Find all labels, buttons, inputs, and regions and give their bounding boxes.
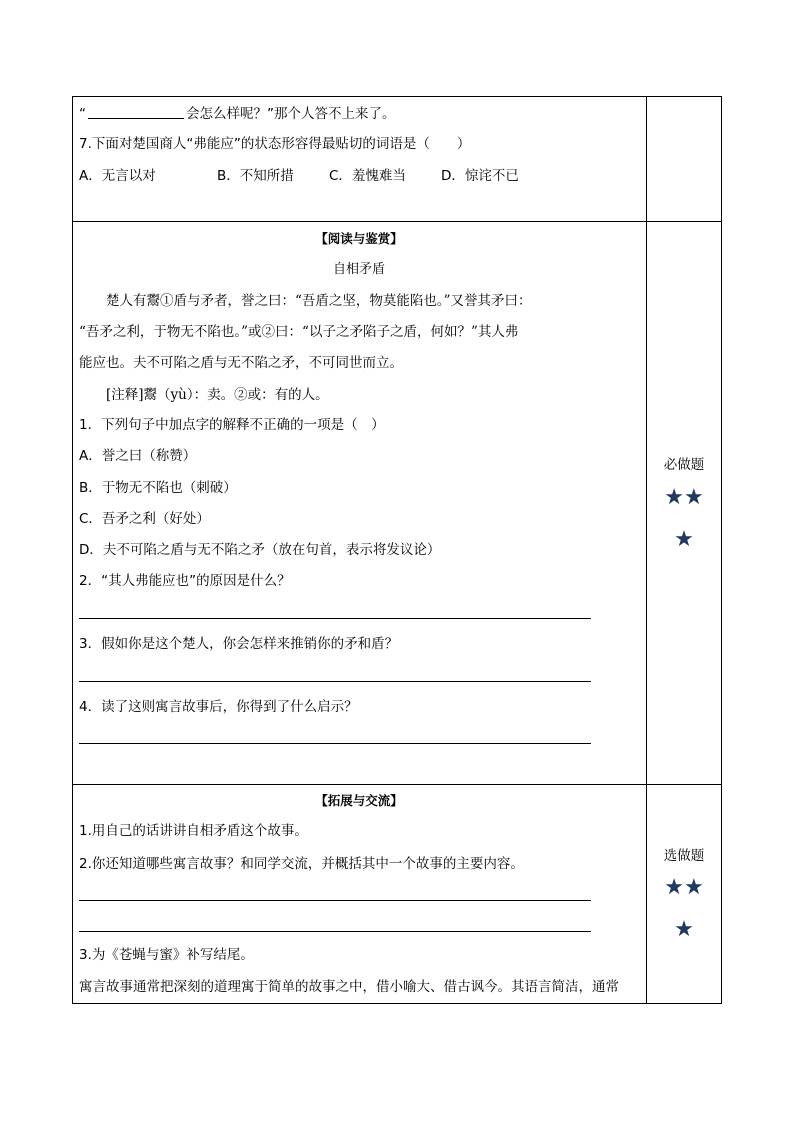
passage-line-3: 能应也。夫不可陷之盾与无不陷之矛，不可同世而立。	[79, 355, 403, 371]
answer-line-q4[interactable]	[79, 743, 591, 744]
option-c: C．羞愧难当	[329, 168, 406, 184]
passage-line-1: 楚人有鬻①盾与矛者，誉之曰：“吾盾之坚，物莫能陷也。”又誉其矛曰：	[79, 293, 532, 309]
question-7: 7.下面对楚国商人“弗能应”的状态形容得最贴切的词语是（ ）	[79, 136, 471, 152]
section-heading-reading: 【阅读与鉴赏】	[315, 231, 403, 246]
optional-label: 选做题	[663, 848, 705, 864]
answer-line-ext-2[interactable]	[79, 931, 591, 932]
star-icon-row-bottom-2: ★	[674, 917, 694, 942]
answer-blank[interactable]	[88, 106, 184, 119]
answer-line-q3[interactable]	[79, 681, 591, 682]
required-label: 必做题	[663, 457, 705, 473]
question-3: 3．假如你是这个楚人，你会怎样来推销你的矛和盾？	[79, 636, 399, 652]
question-1-option-b: B．于物无不陷也（刺破）	[79, 480, 237, 496]
passage-note: [注释]鬻（yù）：卖。②或：有的人。	[79, 387, 329, 403]
answer-line-ext-1[interactable]	[79, 900, 591, 901]
question-1-option-d: D．夫不可陷之盾与无不陷之矛（放在句首，表示将发议论）	[79, 542, 441, 558]
open-quote: “	[79, 106, 86, 122]
star-icon-row-top: ★★	[664, 485, 704, 510]
extension-question-3: 3.为《苍蝇与蜜》补写结尾。	[79, 947, 254, 963]
star-icon-row-bottom: ★	[674, 527, 694, 552]
row-divider-1	[72, 221, 722, 222]
question-1: 1．下列句子中加点字的解释不正确的一项是（ ）	[79, 417, 385, 433]
question-1-option-c: C．吾矛之利（好处）	[79, 511, 210, 527]
extension-paragraph: 寓言故事通常把深刻的道理寓于简单的故事之中，借小喻大、借古讽今。其语言简洁，通常	[79, 979, 619, 995]
section-heading-extension: 【拓展与交流】	[315, 793, 403, 808]
option-a: A．无言以对	[79, 168, 156, 184]
answer-line-q2[interactable]	[79, 618, 591, 619]
passage-line-2: “吾矛之利，于物无不陷也。”或②曰：“以子之矛陷子之盾，何如？”其人弗	[79, 324, 519, 340]
option-d: D．惊诧不已	[441, 168, 519, 184]
question-2: 2．“其人弗能应也”的原因是什么？	[79, 573, 291, 589]
sentence-rest: 会怎么样呢？”那个人答不上来了。	[186, 106, 396, 122]
extension-question-2: 2.你还知道哪些寓言故事？和同学交流，并概括其中一个故事的主要内容。	[79, 856, 524, 872]
row-divider-2	[72, 784, 722, 785]
question-4: 4．读了这则寓言故事后，你得到了什么启示？	[79, 699, 358, 715]
option-b: B．不知所措	[217, 168, 294, 184]
fill-in-sentence	[79, 105, 396, 123]
star-icon-row-top-2: ★★	[664, 875, 704, 900]
passage-title: 自相矛盾	[332, 262, 385, 277]
question-1-option-a: A．誉之曰（称赞）	[79, 448, 197, 464]
extension-question-1: 1.用自己的话讲讲自相矛盾这个故事。	[79, 823, 308, 839]
